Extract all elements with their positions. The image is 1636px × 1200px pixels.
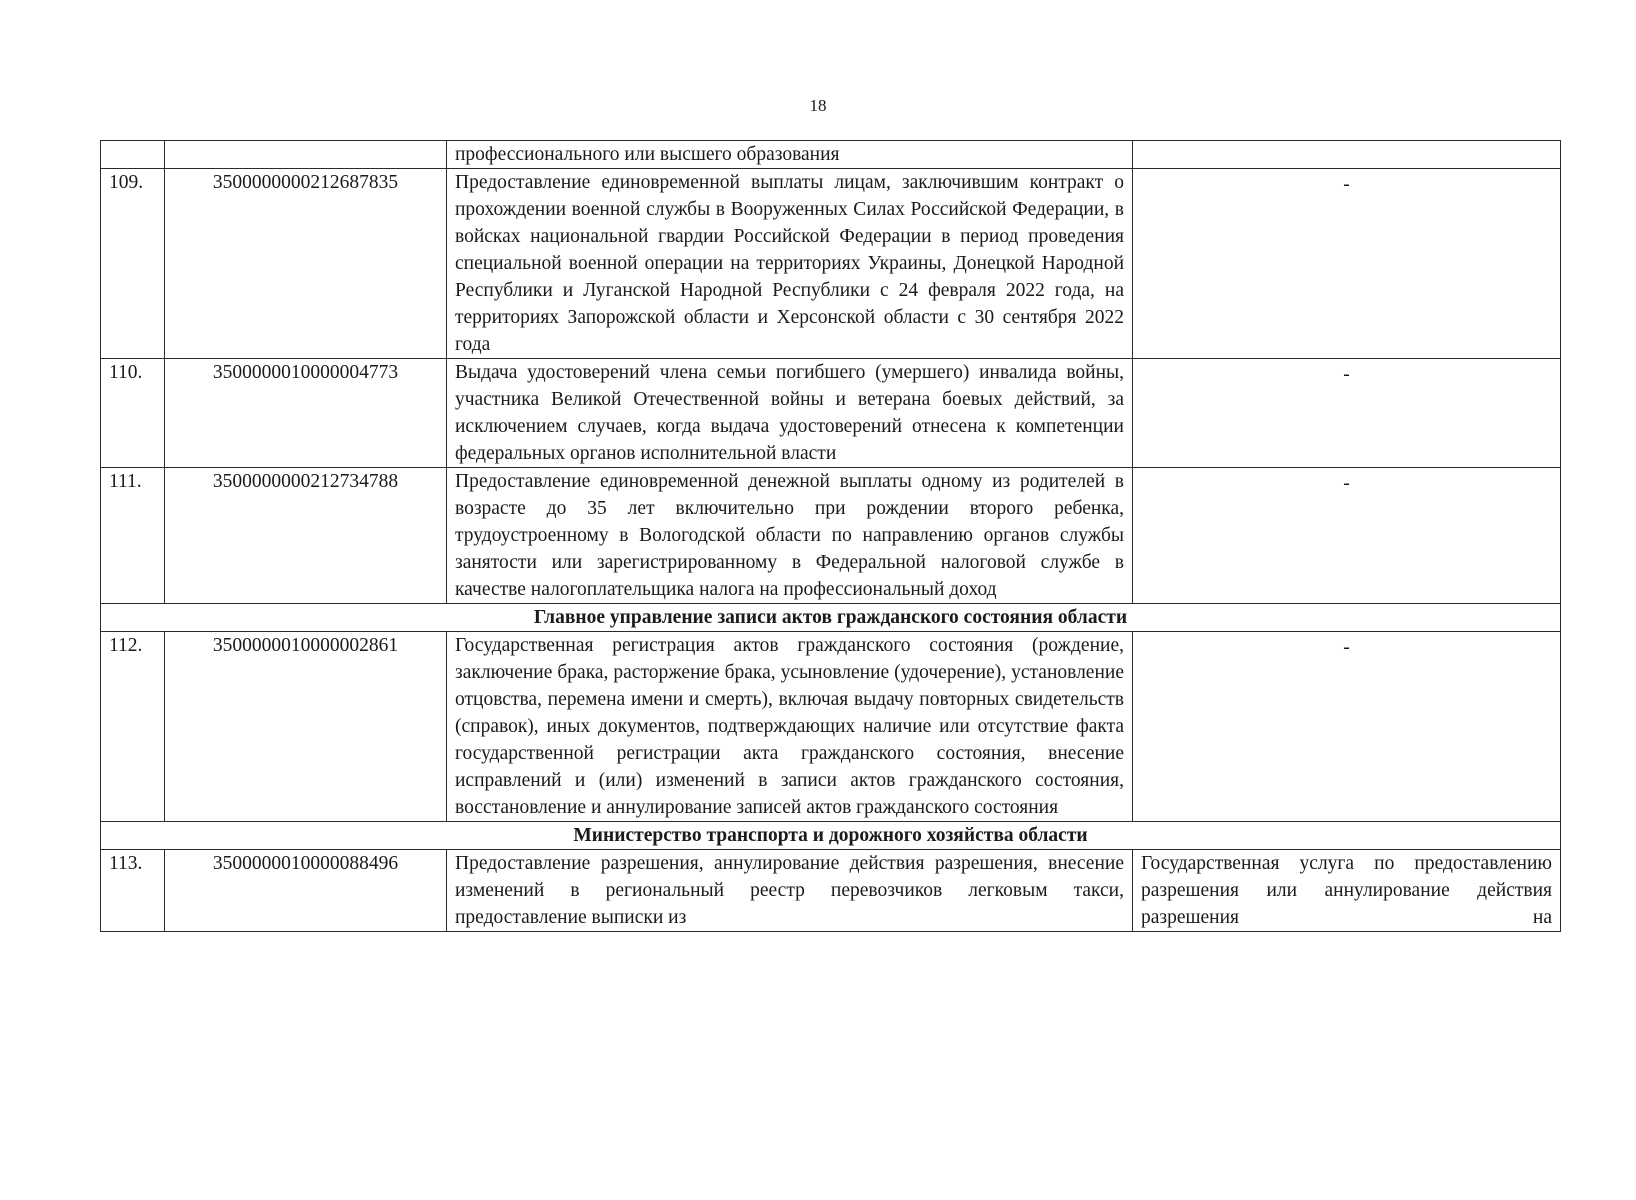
row-number <box>101 141 165 169</box>
table-row <box>101 468 1561 604</box>
table-row <box>101 141 1561 169</box>
service-code: 3500000000212734788 <box>165 468 447 604</box>
service-name: профессионального или высшего образования <box>447 141 1133 169</box>
table-row <box>101 632 1561 822</box>
service-note: - <box>1133 169 1561 359</box>
section-header-row <box>101 604 1561 632</box>
service-name: Предоставление единовременной выплаты лицам, заключившим контракт о прохождении военной службы в Вооруженных Силах Российской Федерации, в войсках национальной гвардии Российской Федерации в период проведения специальной военной операции на территориях Украины, Донецкой Народной Республики и Луганской Народной Республики с 24 февраля 2022 года, на территориях Запорожской области и Херсонской области с 30 сентября 2022 года <box>447 169 1133 359</box>
service-code: 3500000000212687835 <box>165 169 447 359</box>
services-table <box>100 140 1561 932</box>
row-number: 113. <box>101 850 165 932</box>
table-row <box>101 359 1561 468</box>
service-note <box>1133 141 1561 169</box>
row-number: 112. <box>101 632 165 822</box>
service-code: 3500000010000002861 <box>165 632 447 822</box>
service-name: Государственная регистрация актов гражданского состояния (рождение, заключение брака, расторжение брака, усыновление (удочерение), установление отцовства, перемена имени и смерть), включая выдачу повторных свидетельств (справок), иных документов, подтверждающих наличие или отсутствие факта государственной регистрации акта гражданского состояния, внесение исправлений и (или) изменений в записи актов гражданского состояния, восстановление и аннулирование записей актов гражданского состояния <box>447 632 1133 822</box>
service-name: Предоставление разрешения, аннулирование действия разрешения, внесение изменений в региональный реестр перевозчиков легковым такси, предоставление выписки из <box>447 850 1133 932</box>
section-header-row <box>101 822 1561 850</box>
table-row <box>101 850 1561 932</box>
page-number: 18 <box>809 96 827 115</box>
row-number: 110. <box>101 359 165 468</box>
service-note: - <box>1133 468 1561 604</box>
service-code: 3500000010000004773 <box>165 359 447 468</box>
table-row <box>101 169 1561 359</box>
service-note: Государственная услуга по предоставлению разрешения или аннулирование действия разрешения на <box>1133 850 1561 932</box>
service-code <box>165 141 447 169</box>
service-name: Выдача удостоверений члена семьи погибшего (умершего) инвалида войны, участника Великой Отечественной войны и ветерана боевых действий, за исключением случаев, когда выдача удостоверений отнесена к компетенции федеральных органов исполнительной власти <box>447 359 1133 468</box>
section-title: Главное управление записи актов гражданского состояния области <box>101 604 1561 632</box>
service-note: - <box>1133 359 1561 468</box>
service-note: - <box>1133 632 1561 822</box>
row-number: 109. <box>101 169 165 359</box>
row-number: 111. <box>101 468 165 604</box>
section-title: Министерство транспорта и дорожного хозяйства области <box>101 822 1561 850</box>
service-code: 3500000010000088496 <box>165 850 447 932</box>
service-name: Предоставление единовременной денежной выплаты одному из родителей в возрасте до 35 лет включительно при рождении второго ребенка, трудоустроенному в Вологодской области по направлению органов службы занятости или зарегистрированному в Федеральной налоговой службе в качестве налогоплательщика налога на профессиональный доход <box>447 468 1133 604</box>
